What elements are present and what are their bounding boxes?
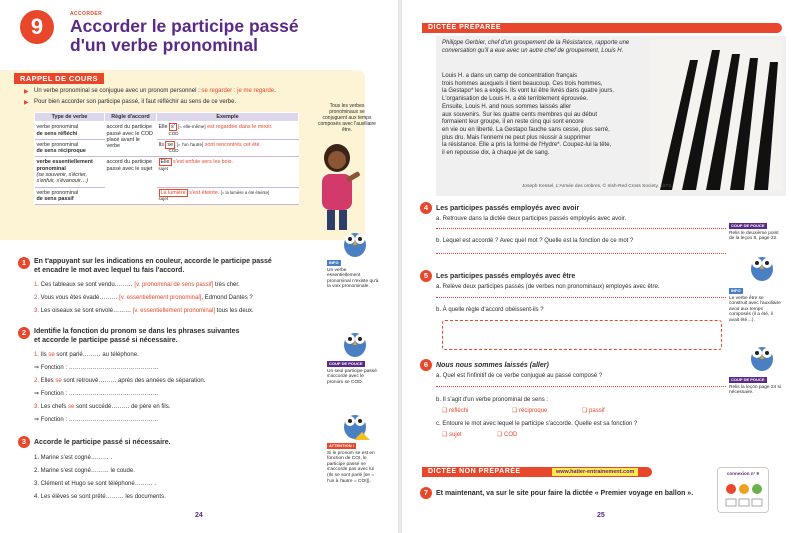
exercise-number: 5 xyxy=(420,270,432,282)
list-item: 1. Ces tableaux se sont vendu……… [v. pronominal de sens passif] très cher. xyxy=(34,282,240,288)
exercise-2-title: Identifie la fonction du pronom se dans les phrases suivantes et accorde le participe passé si nécessaire. xyxy=(34,328,240,344)
list-item: 1. Ils se sont parlé……… au téléphone. xyxy=(34,352,139,358)
list-item: 1. Marine s'est cogné……… . xyxy=(34,455,113,461)
list-item: 4. Les élèves se sont prêté……… les documents. xyxy=(34,494,166,500)
arrow-icon: ▶ xyxy=(24,100,29,106)
side-note-info: INFO Le verbe être se construit avec l'auxiliaire avoir aux temps composés (il a été, il avait été…). xyxy=(729,288,781,323)
answer-line[interactable] xyxy=(436,228,726,229)
exercise-number: 6 xyxy=(420,359,432,371)
owl-icon xyxy=(340,226,370,258)
dictee-text: Louis H. a dans un camp de concentration français trois hommes auxquels il tient beaucoup. Ces trois hommes, la Gestapo* les a exigés. Ils vont lui être livrés dans quatre jours. L'organisation de Louis H. a été terriblement éprouvée. Ensuite, Louis H. and nous sommes laissés aller aux souvenirs. Sur les quatre cents membres qui au début formaient leur groupe, il en reste cinq qui sont encore en vie ou en liberté. La Gestapo fauche sans cesse, plus serré, plus dru. Mais l'ennemi ne peut plus réussir à supprimer la résistance. Elle a pris la forme de l'Hydre*. Coupez-lui la tête, il en repousse dix, à chaque jet de sang. xyxy=(442,73,615,157)
list-item: 3. Les chefs se sont succédé……… de père en fils. xyxy=(34,404,171,410)
rules-table xyxy=(34,112,299,205)
side-note-coup-de-pouce: COUP DE POUCE Un seul participe passé s'accorde avec le pronom se COD. xyxy=(327,361,377,385)
chapter-number: 9 xyxy=(20,10,54,44)
list-item: 3. Clément et Hugo se sont téléphoné……… . xyxy=(34,481,157,487)
speech-bubble: Tous les verbes pronominaux se conjuguent aux temps composés avec l'auxiliaire être. xyxy=(318,103,376,133)
rappel-heading: RAPPEL DE COURS xyxy=(14,73,104,84)
teacher-illustration xyxy=(312,140,362,232)
table-row: verbe essentiellement pronominal (se souvenir, s'écrier, s'enfuir, s'évanouir…) accord du participe passé avec le sujet Elle s'est enfuie vers les bois. sujet xyxy=(35,157,299,187)
dictee-source: Joseph Kessel, L'Armée des ombres, © Irish-Red Cross Society, 1972. xyxy=(522,184,673,189)
exercise-number: 3 xyxy=(18,436,30,448)
dictee-intro: Philippe Gerbier, chef d'un groupement de la Résistance, rapporte une conversation qu'il a eue avec un autre chef de groupement, Louis H. xyxy=(442,40,630,54)
question: b. À quelle règle d'accord obéissent-ils ? xyxy=(436,307,544,313)
arrow-icon: ▶ xyxy=(24,89,29,95)
answer-line[interactable] xyxy=(436,386,726,387)
list-item: 3. Les oiseaux se sont envolé……… [v. essentiellement pronominal] tous les deux. xyxy=(34,308,254,314)
right-page xyxy=(402,0,800,533)
rappel-line1: Un verbe pronominal se conjugue avec un pronom personnel : se regarder : je me regarde. xyxy=(34,88,276,94)
option-checkbox[interactable]: ❑ passif xyxy=(582,408,605,414)
answer-line[interactable] xyxy=(436,253,726,254)
exercise-4-title: Les participes passés employés avec avoir xyxy=(436,205,580,212)
option-checkbox[interactable]: ❑ COD xyxy=(497,432,518,438)
question: a. Relève deux participes passés (de verbes non pronominaux) employés avec être. xyxy=(436,284,660,290)
rappel-line2: Pour bien accorder son participe passé, il faut réfléchir au sens de ce verbe. xyxy=(34,99,237,105)
table-row: verbe pronominal de sens passif La lumière s'est éteinte. [= la lumière a été éteinte] sujet xyxy=(35,187,299,205)
side-note-attention: ATTENTION ! Si le pronom se est en fonction de COI, le participe passé ne s'accorde pas avec lui (Ils se sont parlé [se = l'un à l'autre = COI]). xyxy=(327,443,375,484)
chapter-kicker: ACCORDER xyxy=(70,11,103,17)
answer-line[interactable] xyxy=(436,297,726,298)
list-item: ⇒ Fonction : ……………………………………… xyxy=(34,417,159,423)
list-item: 2. Elles se sont retrouvé……… après des années de séparation. xyxy=(34,378,206,384)
page-number: 25 xyxy=(597,512,605,519)
question: a. Retrouve dans la dictée deux participes passés employés avec avoir. xyxy=(436,216,627,222)
nonprep-heading: DICTÉE NON PRÉPARÉE xyxy=(422,467,652,477)
table-header: Exemple xyxy=(157,113,299,122)
exercise-3-title: Accorde le participe passé si nécessaire. xyxy=(34,439,171,446)
exercise-number: 2 xyxy=(18,327,30,339)
exercise-number: 4 xyxy=(420,202,432,214)
table-row: verbe pronominal de sens réciproque Ils se [= l'un l'autre] sont rencontrés cet été. COD xyxy=(35,139,299,157)
soldiers-shadow-photo xyxy=(650,40,782,190)
exercise-5-title: Les participes passés employés avec être xyxy=(436,273,576,280)
page-number: 24 xyxy=(195,512,203,519)
option-checkbox[interactable]: ❑ réciproque xyxy=(512,408,548,414)
side-note-coup-de-pouce: COUP DE POUCE Relis le deuxième point de la leçon 8, page 22. xyxy=(729,223,779,242)
page-title: Accorder le participe passé d'un verbe pronominal xyxy=(70,16,299,55)
question: c. Entoure le mot avec lequel le participe s'accorde. Quelle est sa fonction ? xyxy=(436,421,638,427)
question: a. Quel est l'infinitif de ce verbe conjugué au passé composé ? xyxy=(436,373,603,379)
exercise-number: 7 xyxy=(420,487,432,499)
connexion-badge: connexion n° 9 xyxy=(717,467,769,513)
table-header: Règle d'accord xyxy=(105,113,157,122)
question: b. Lequel est accordé ? Avec quel mot ? Quelle est la fonction de ce mot ? xyxy=(436,238,634,244)
dictee-heading: DICTÉE PRÉPARÉE xyxy=(422,23,782,33)
list-item: 2. Marine s'est cogné……… le coude. xyxy=(34,468,135,474)
owl-icon xyxy=(747,340,777,372)
owl-icon xyxy=(747,250,777,282)
list-item: ⇒ Fonction : ……………………………………… xyxy=(34,391,159,397)
exercise-1-title: En t'appuyant sur les indications en couleur, accorde le participe passé et encadre le mot avec lequel tu fais l'accord. xyxy=(34,258,272,274)
side-note-coup-de-pouce: COUP DE POUCE Relis la leçon page 24 si nécessaire. xyxy=(729,377,781,396)
exercise-6-title: Nous nous sommes laissés (aller) xyxy=(436,362,549,369)
table-header: Type de verbe xyxy=(35,113,105,122)
exercise-number: 1 xyxy=(18,257,30,269)
left-page xyxy=(0,0,398,533)
list-item: ⇒ Fonction : ……………………………………… xyxy=(34,365,159,371)
option-checkbox[interactable]: ❑ réfléchi xyxy=(442,408,469,414)
side-note-info: INFO Un verbe essentiellement pronominal n'existe qu'à la voix pronominale. xyxy=(327,260,379,290)
answer-box[interactable] xyxy=(442,320,722,350)
list-item: 2. Vous vous êtes évadé……… [v. essentiellement pronominal], Edmond Dantès ? xyxy=(34,295,253,301)
website-link[interactable]: www.hatier-entrainement.com xyxy=(552,468,638,476)
owl-icon xyxy=(340,326,370,358)
option-checkbox[interactable]: ❑ sujet xyxy=(442,432,462,438)
owl-icon xyxy=(340,408,370,440)
question: b. Il s'agit d'un verbe pronominal de sens : xyxy=(436,397,549,403)
exercise-7-title: Et maintenant, va sur le site pour faire la dictée « Premier voyage en ballon ». xyxy=(436,490,694,497)
table-row: verbe pronominal de sens réfléchi accord du participe passé avec le COD placé avant le verbe Elle s' [= elle-même] est regardée dans le miroir. COD xyxy=(35,122,299,140)
smiley-icons xyxy=(724,482,764,508)
